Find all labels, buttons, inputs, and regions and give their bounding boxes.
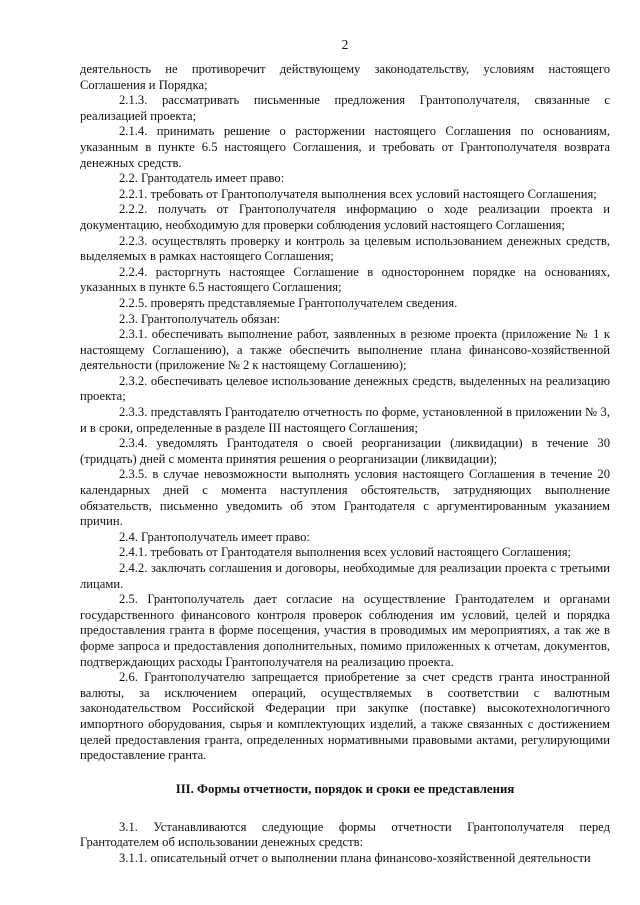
paragraph-2-4-2: 2.4.2. заключать соглашения и договоры, необходимые для реализации проекта с третьими лицами. [80, 561, 610, 591]
paragraph-2-5: 2.5. Грантополучатель дает согласие на осуществление Грантодателем и органами государственного финансового контроля проверок соблюдения им условий, целей и порядка предоставления гранта в форме посещения, участия в проводимых им мероприятиях, а так же в форме запроса и предоставления дополнительных, помимо приложенных к отчетам, документов, подтверждающих расходы Грантополучателя на реализацию проекта. [80, 592, 610, 669]
paragraph-2-3-3: 2.3.3. представлять Грантодателю отчетность по форме, установленной в приложении № 3, и в сроки, определенные в разделе III настоящего Соглашения; [80, 405, 610, 435]
page-number: 2 [341, 37, 349, 52]
paragraph-2-3-4: 2.3.4. уведомлять Грантодателя о своей реорганизации (ликвидации) в течение 30 (тридцать) дней с момента принятия решения о реорганизации (ликвидации); [80, 436, 610, 466]
paragraph-2-3-1: 2.3.1. обеспечивать выполнение работ, заявленных в резюме проекта (приложение № 1 к настоящему Соглашению), а также обеспечить выполнение плана финансово-хозяйственной деятельности (приложение № 2 к настоящему Соглашению); [80, 327, 610, 373]
paragraph-2-3-5: 2.3.5. в случае невозможности выполнять условия настоящего Соглашения в течение 20 календарных дней с момента наступления обстоятельств, затрудняющих выполнение обязательств, письменно уведомить об этом Грантодателя с аргументированным указанием причин. [80, 467, 610, 529]
paragraph-2-2-4: 2.2.4. расторгнуть настоящее Соглашение в одностороннем порядке на основаниях, указанных в пункте 6.5 настоящего Соглашения; [80, 264, 610, 295]
paragraph-2-1-3: 2.1.3. рассматривать письменные предложения Грантополучателя, связанные с реализацией проекта; [80, 93, 610, 123]
paragraph-2-2-2: 2.2.2. получать от Грантополучателя информацию о ходе реализации проекта и документацию, необходимую для проверки соблюдения условий настоящего Соглашения; [80, 202, 610, 232]
document-body [80, 62, 610, 867]
paragraph-3-1: 3.1. Устанавливаются следующие формы отчетности Грантополучателя перед Грантодателем об использовании денежных средств: [80, 819, 610, 850]
paragraph-2-3-2: 2.3.2. обеспечивать целевое использование денежных средств, выделенных на реализацию проекта; [80, 373, 610, 404]
paragraph-2-2-3: 2.2.3. осуществлять проверку и контроль за целевым использованием денежных средств, выделяемых в рамках настоящего Соглашения; [80, 233, 610, 264]
section-3-text [80, 820, 610, 867]
paragraph-2-6: 2.6. Грантополучателю запрещается приобретение за счет средств гранта иностранной валюты, за исключением операций, осуществляемых в соответствии с валютным законодательством Российской Федерации при закупке (поставке) высокотехнологичного импортного оборудования, сырья и комплектующих изделий, а также связанных с достижением целей предоставления гранта, определенных нормативными правовыми актами, регулирующими предоставление гранта. [80, 670, 610, 763]
paragraph-2-3: 2.3. Грантополучатель обязан: [119, 311, 281, 326]
paragraph-2-2: 2.2. Грантодатель имеет право: [119, 171, 285, 186]
paragraph-2-2-5: 2.2.5. проверять представляемые Грантополучателем сведения. [119, 295, 458, 310]
paragraph-2-4-1: 2.4.1. требовать от Грантодателя выполнения всех условий настоящего Соглашения; [119, 545, 572, 560]
paragraph-2-2-1: 2.2.1. требовать от Грантополучателя выполнения всех условий настоящего Соглашения; [119, 186, 597, 201]
paragraph-2-4: 2.4. Грантополучатель имеет право: [119, 529, 310, 544]
paragraph-cont-top: деятельность не противоречит действующему законодательству, условиям настоящего Соглашения и Порядка; [80, 62, 610, 92]
paragraph-2-1-4: 2.1.4. принимать решение о расторжении настоящего Соглашения по основаниям, указанным в пункте 6.5 настоящего Соглашения, и требовать от Грантополучателя возврата денежных средств. [80, 124, 610, 170]
paragraph-3-1-1: 3.1.1. описательный отчет о выполнении плана финансово-хозяйственной деятельности [119, 850, 591, 865]
section-2-text [80, 62, 610, 764]
section-heading: III. Формы отчетности, порядок и сроки ее представления [175, 781, 515, 796]
